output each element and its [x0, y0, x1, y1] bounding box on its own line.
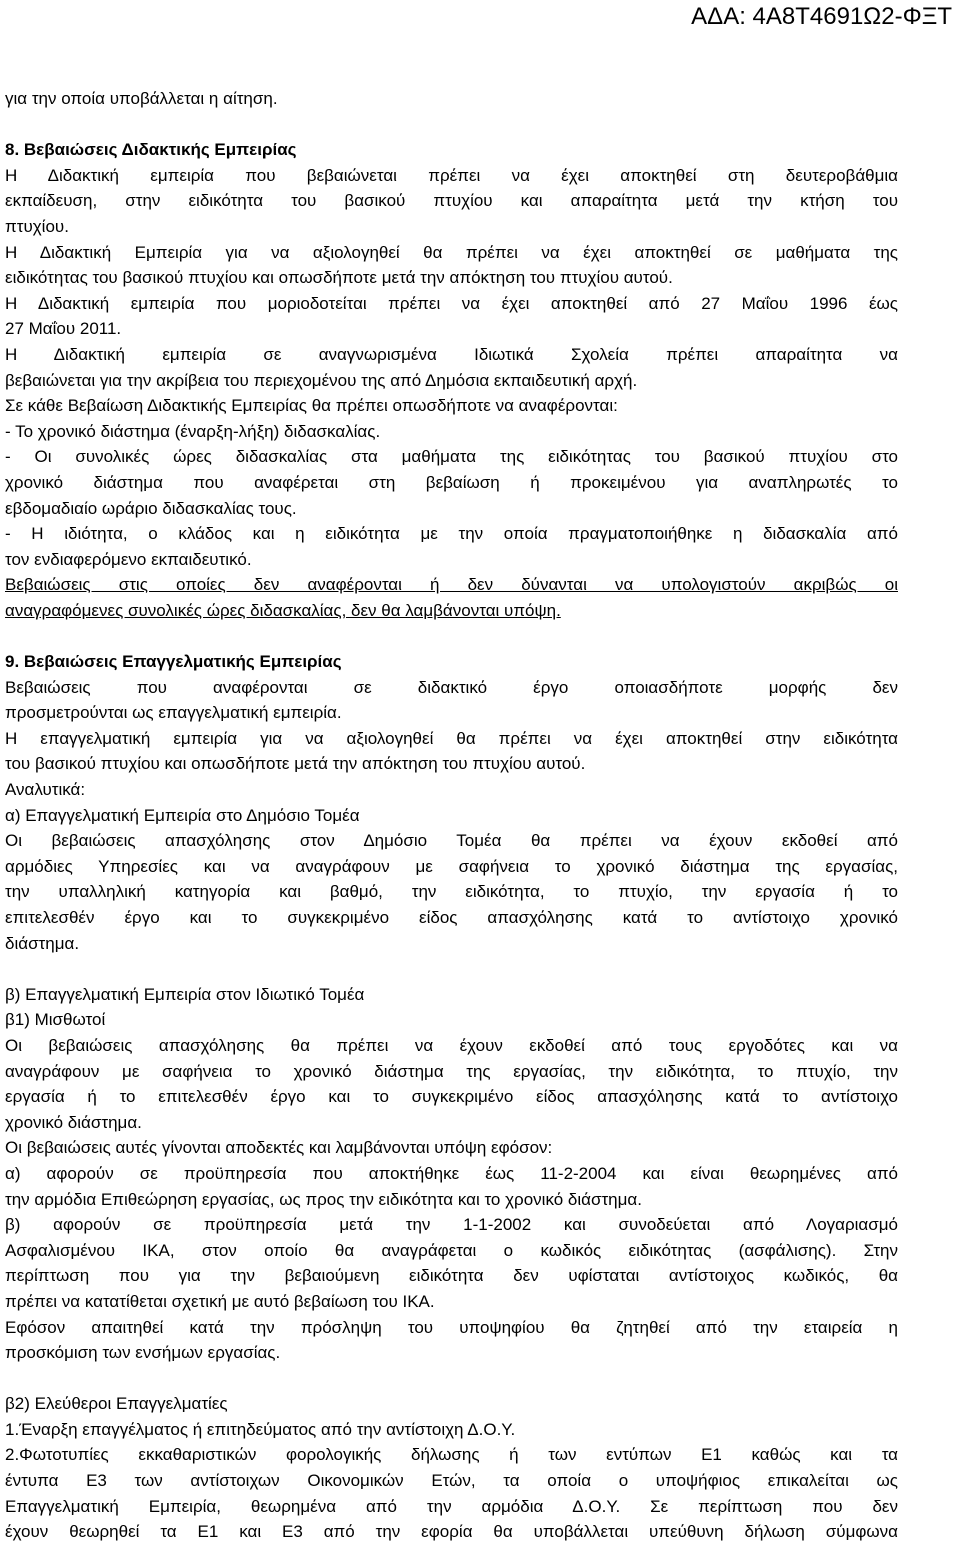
text-line: αναγράφουν με σαφήνεια το χρονικό διάστημα της εργασίας, την ειδικότητα, το πτυχίο, την — [5, 1061, 898, 1081]
subheading-line: β1) Μισθωτοί — [5, 1010, 106, 1030]
text-line: 2.Φωτοτυπίες εκκαθαριστικών φορολογικής δήλωσης ή των εντύπων Ε1 καθώς και τα — [5, 1445, 898, 1465]
blank-line — [5, 623, 898, 649]
text-line: του βασικού πτυχίου και οπωσδήποτε μετά την απόκτηση του πτυχίου αυτού. — [5, 754, 586, 774]
text-line: έχουν θεωρηθεί τα Ε1 και Ε3 από την εφορία θα υποβάλλεται υπεύθυνη δήλωση σύμφωνα — [5, 1522, 898, 1542]
document-ada-code: ΑΔΑ: 4Α8Τ4691Ω2-ΦΞΤ — [691, 3, 952, 30]
text-line: διάστημα. — [5, 933, 80, 953]
text-line: Η Διδακτική εμπειρία που μοριοδοτείται πρέπει να έχει αποκτηθεί από 27 Μαΐου 1996 έως — [5, 293, 898, 313]
text-line: Σε κάθε Βεβαίωση Διδακτικής Εμπειρίας θα πρέπει οπωσδήποτε να αναφέρονται: — [5, 396, 618, 416]
subheading-line: α) Επαγγελματική Εμπειρία στο Δημόσιο Τομέα — [5, 805, 360, 825]
text-line: Αναλυτικά: — [5, 780, 86, 800]
text-line: εκπαίδευση, στην ειδικότητα του βασικού πτυχίου και απαραίτητα μετά την κτήση του — [5, 191, 898, 211]
text-line: Η επαγγελματική εμπειρία για να αξιολογηθεί θα πρέπει να έχει αποκτηθεί στην ειδικότητα — [5, 728, 898, 748]
text-line: 1.Έναρξη επαγγέλματος ή επιτηδεύματος από την αντίστοιχη Δ.Ο.Υ. — [5, 1419, 516, 1439]
text-line: την υπαλληλική κατηγορία και βαθμό, την ειδικότητα, το πτυχίο, την εργασία ή το — [5, 882, 898, 902]
text-line: προσκόμιση των ενσήμων εργασίας. — [5, 1343, 281, 1363]
text-line: χρονικό διάστημα. — [5, 1112, 142, 1132]
blank-line — [5, 112, 898, 138]
text-line: επιτελεσθέν έργο και το συγκεκριμένο είδος απασχόλησης κατά το αντίστοιχο χρονικό — [5, 908, 898, 927]
subheading-line: β) Επαγγελματική Εμπειρία στον Ιδιωτικό Τομέα — [5, 984, 365, 1004]
text-line: προσμετρούνται ως επαγγελματική εμπειρία. — [5, 703, 342, 723]
text-line: ειδικότητας του βασικού πτυχίου και οπωσδήποτε μετά την απόκτηση του πτυχίου αυτού. — [5, 268, 673, 288]
text-line: 27 Μαΐου 2011. — [5, 319, 122, 339]
text-line: - Οι συνολικές ώρες διδασκαλίας στα μαθήματα της ειδικότητας του βασικού πτυχίου στο — [5, 447, 898, 467]
underlined-text-line: αναγραφόμενες συνολικές ώρες διδασκαλίας, δεν θα λαμβάνονται υπόψη. — [5, 600, 561, 620]
text-line: - Το χρονικό διάστημα (έναρξη-λήξη) διδασκαλίας. — [5, 421, 381, 441]
text-line: Βεβαιώσεις που αναφέρονται σε διδακτικό έργο οποιασδήποτε μορφής δεν — [5, 677, 898, 697]
text-line: πτυχίου. — [5, 216, 69, 236]
text-line: Η Διδακτική Εμπειρία για να αξιολογηθεί θα πρέπει να έχει αποκτηθεί σε μαθήματα της — [5, 242, 898, 262]
blank-line — [5, 956, 898, 982]
text-line: Οι βεβαιώσεις απασχόλησης θα πρέπει να έχουν εκδοθεί από τους εργοδότες και να — [5, 1035, 898, 1055]
text-line: Επαγγελματική Εμπειρία, θεωρημένα από την αρμόδια Δ.Ο.Υ. Σε περίπτωση που δεν — [5, 1496, 898, 1516]
text-line: πρέπει να κατατίθεται σχετική με αυτό βεβαίωση του ΙΚΑ. — [5, 1291, 435, 1311]
text-line: α) αφορούν σε προϋπηρεσία που αποκτήθηκε έως 11-2-2004 και είναι θεωρημένες από — [5, 1163, 898, 1183]
text-line: βεβαιώνεται για την ακρίβεια του περιεχομένου της από Δημόσια εκπαιδευτική αρχή. — [5, 370, 638, 390]
text-line: για την οποία υποβάλλεται η αίτηση. — [5, 89, 278, 108]
text-line: αρμόδιες Υπηρεσίες και να αναγράφουν με σαφήνεια το χρονικό διάστημα της εργασίας, — [5, 856, 898, 876]
text-line: περίπτωση που για την βεβαιούμενη ειδικότητα δεν υφίσταται αντίστοιχος κωδικός, θα — [5, 1266, 898, 1286]
text-line: την αρμόδια Επιθεώρηση εργασίας, ως προς την ειδικότητα και το χρονικό διάστημα. — [5, 1189, 642, 1209]
subheading-line: β2) Ελεύθεροι Επαγγελματίες — [5, 1394, 228, 1414]
text-line: τον ενδιαφερόμενο εκπαιδευτικό. — [5, 549, 252, 569]
text-line: Εφόσον απαιτηθεί κατά την πρόσληψη του υποψηφίου θα ζητηθεί από την εταιρεία η — [5, 1317, 898, 1337]
document-body — [5, 86, 898, 1545]
text-line: εργασία ή το επιτελεσθέν έργο και το συγκεκριμένο είδος απασχόλησης κατά το αντίστοιχο — [5, 1087, 898, 1107]
text-line: β) αφορούν σε προϋπηρεσία μετά την 1-1-2002 και συνοδεύεται από Λογαριασμό — [5, 1215, 898, 1235]
text-line: εβδομαδιαίο ωράριο διδασκαλίας τους. — [5, 498, 297, 518]
text-line: Η Διδακτική εμπειρία που βεβαιώνεται πρέπει να έχει αποκτηθεί στη δευτεροβάθμια — [5, 165, 898, 185]
blank-line — [5, 1366, 898, 1392]
text-line: έντυπα Ε3 των αντίστοιχων Οικονομικών Ετών, τα οποία ο υποψήφιος επικαλείται ως — [5, 1471, 898, 1491]
section-heading-8: 8. Βεβαιώσεις Διδακτικής Εμπειρίας — [5, 140, 297, 160]
text-line: χρονικό διάστημα που αναφέρεται στη βεβαίωση ή προκειμένου για αναπληρωτές το — [5, 472, 898, 492]
text-line: - Η ιδιότητα, ο κλάδος και η ειδικότητα με την οποία πραγματοποιήθηκε η διδασκαλία από — [5, 524, 898, 544]
section-heading-9: 9. Βεβαιώσεις Επαγγελματικής Εμπειρίας — [5, 652, 342, 672]
text-line: Η Διδακτική εμπειρία σε αναγνωρισμένα Ιδιωτικά Σχολεία πρέπει απαραίτητα να — [5, 344, 898, 364]
text-line: Ασφαλισμένου ΙΚΑ, στον οποίο θα αναγράφεται ο κωδικός ειδικότητας (ασφάλισης). Στην — [5, 1240, 898, 1260]
underlined-text-line: Βεβαιώσεις στις οποίες δεν αναφέρονται ή δεν δύνανται να υπολογιστούν ακριβώς οι — [5, 575, 898, 595]
text-line: Οι βεβαιώσεις απασχόλησης στον Δημόσιο Τομέα θα πρέπει να έχουν εκδοθεί από — [5, 831, 898, 851]
text-line: Οι βεβαιώσεις αυτές γίνονται αποδεκτές και λαμβάνονται υπόψη εφόσον: — [5, 1138, 553, 1158]
